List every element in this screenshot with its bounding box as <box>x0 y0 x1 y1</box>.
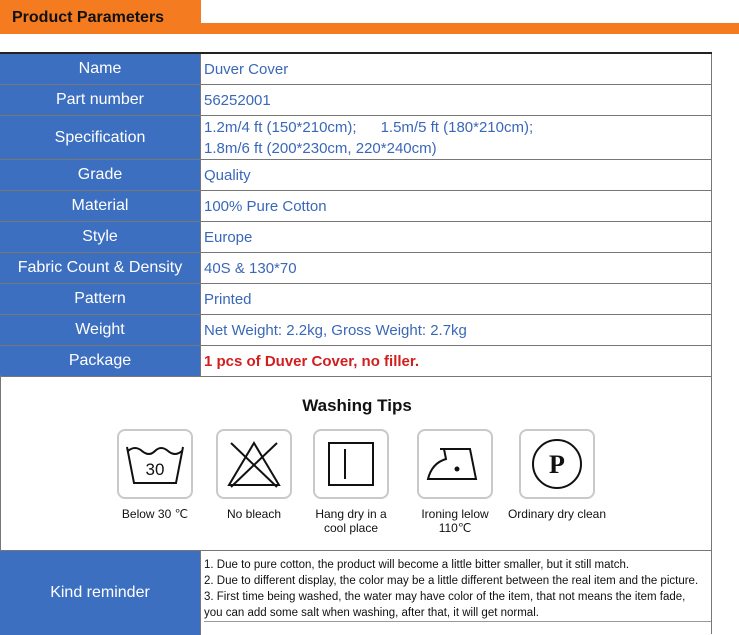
iron-icon <box>417 429 493 499</box>
reminder-note: 2. Due to different display, the color may be a little different between the real item and the picture. <box>204 575 699 587</box>
kind-reminder-row <box>0 550 712 634</box>
row-value: Europe <box>201 222 712 252</box>
row-value <box>201 116 712 159</box>
table-row <box>0 315 712 346</box>
tip-caption <box>301 507 401 535</box>
row-label: Style <box>0 222 201 252</box>
tip-caption: Below 30 ℃ <box>121 507 189 521</box>
table-row <box>0 85 712 116</box>
table-row <box>0 54 712 85</box>
washing-tip <box>301 429 401 535</box>
row-label: Grade <box>0 160 201 190</box>
table-row <box>0 160 712 191</box>
row-label: Material <box>0 191 201 221</box>
row-label: Package <box>0 346 201 376</box>
row-value: 56252001 <box>201 85 712 115</box>
washing-tip <box>204 429 304 521</box>
washing-tip <box>507 429 607 521</box>
tip-caption: No bleach <box>226 507 282 521</box>
reminder-note: 3. First time being washed, the water may have color of the item, that not means the item fade, <box>204 591 686 603</box>
table-row <box>0 222 712 253</box>
tip-caption-line: Hang dry in a <box>315 507 387 521</box>
product-parameters-table <box>0 52 712 377</box>
reminder-note: you can add some salt when washing, after that, it will get normal. <box>204 605 711 622</box>
row-value: Quality <box>201 160 712 190</box>
tip-caption-line: cool place <box>323 521 379 535</box>
washing-tips-title: Washing Tips <box>302 396 412 415</box>
table-row <box>0 253 712 284</box>
table-row <box>0 284 712 315</box>
spec-value: 1.2m/4 ft (150*210cm); <box>204 118 357 136</box>
row-label: Pattern <box>0 284 201 314</box>
kind-reminder-label: Kind reminder <box>0 551 201 635</box>
dry-clean-icon <box>519 429 595 499</box>
row-value: Printed <box>201 284 712 314</box>
kind-reminder-notes <box>201 551 712 634</box>
washing-tips-section <box>0 375 712 550</box>
spec-line-1 <box>204 117 533 138</box>
hang-dry-icon <box>313 429 389 499</box>
table-row <box>0 346 712 377</box>
dry-clean-letter: P <box>549 450 565 479</box>
wash-30-icon <box>117 429 193 499</box>
row-label: Name <box>0 54 201 84</box>
row-value: 100% Pure Cotton <box>201 191 712 221</box>
washing-tip <box>105 429 205 521</box>
row-value: 40S & 130*70 <box>201 253 712 283</box>
package-value: 1 pcs of Duver Cover, no filler. <box>201 346 712 376</box>
row-value: Net Weight: 2.2kg, Gross Weight: 2.7kg <box>201 315 712 345</box>
table-row <box>0 116 712 160</box>
row-label: Part number <box>0 85 201 115</box>
tip-caption: Ordinary dry clean <box>507 507 607 521</box>
spec-value: 1.5m/5 ft (180*210cm); <box>380 118 534 136</box>
no-bleach-icon <box>216 429 292 499</box>
section-title: Product Parameters <box>0 0 201 33</box>
spec-value: 1.8m/6 ft (200*230cm, 220*240cm) <box>204 139 437 157</box>
row-value: Duver Cover <box>201 54 712 84</box>
table-row <box>0 191 712 222</box>
wash-temperature-text: 30 <box>145 460 165 479</box>
row-label: Weight <box>0 315 201 345</box>
reminder-note: 1. Due to pure cotton, the product will become a little bitter smaller, but it still match. <box>204 559 630 571</box>
tip-caption: Ironing lelow 110℃ <box>421 507 489 535</box>
row-label: Fabric Count & Density <box>0 253 201 283</box>
row-label: Specification <box>0 116 201 159</box>
washing-tip <box>405 429 505 535</box>
